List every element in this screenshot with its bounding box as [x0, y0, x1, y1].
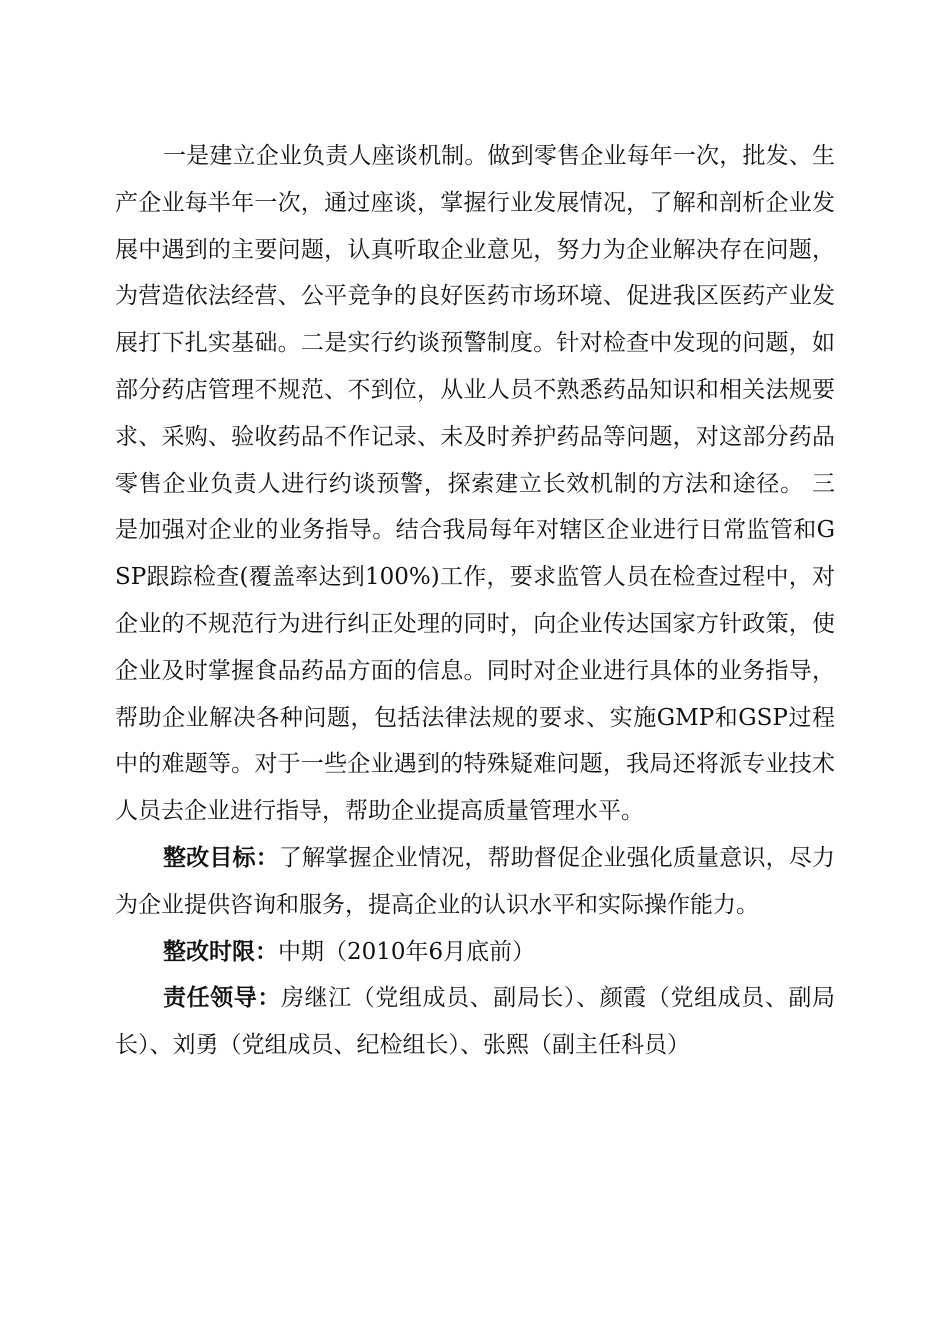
leaders-label: 责任领导：	[163, 984, 281, 1012]
deadline-label: 整改时限：	[163, 937, 278, 965]
goal-label: 整改目标：	[163, 843, 279, 871]
main-paragraph: 一是建立企业负责人座谈机制。做到零售企业每年一次，批发、生产企业每半年一次，通过座谈，掌握行业发展情况，了解和剖析企业发展中遇到的主要问题，认真听取企业意见，努力为企业解决存在问题，为营造依法经营、公平竞争的良好医药市场环境、促进我区医药产业发展打下扎实基础。二是实行约谈预警制度。针对检查中发现的问题，如部分药店管理不规范、不到位，从业人员不熟悉药品知识和相关法规要求、采购、验收药品不作记录、未及时养护药品等问题，对这部分药品零售企业负责人进行约谈预警，探索建立长效机制的方法和途径。 三是加强对企业的业务指导。结合我局每年对辖区企业进行日常监管和GSP跟踪检查(覆盖率达到100%)工作，要求监管人员在检查过程中，对企业的不规范行为进行纠正处理的同时，向企业传达国家方针政策，使企业及时掌握食品药品方面的信息。同时对企业进行具体的业务指导，帮助企业解决各种问题，包括法律法规的要求、实施GMP和GSP过程中的难题等。对于一些企业遇到的特殊疑难问题，我局还将派专业技术人员去企业进行指导，帮助企业提高质量管理水平。	[115, 143, 835, 825]
leaders-paragraph	[115, 975, 835, 1069]
goal-paragraph	[115, 835, 835, 929]
leaders-text: 房继江（党组成员、副局长）、颜霞（党组成员、副局长）、刘勇（党组成员、纪检组长）、张熙（副主任科员）	[115, 985, 836, 1059]
goal-text: 了解掌握企业情况，帮助督促企业强化质量意识，尽力为企业提供咨询和服务，提高企业的认识水平和实际操作能力。	[115, 844, 836, 918]
deadline-text: 中期（2010年6月底前）	[278, 938, 536, 965]
deadline-paragraph	[115, 929, 835, 976]
document-body	[115, 133, 835, 1069]
